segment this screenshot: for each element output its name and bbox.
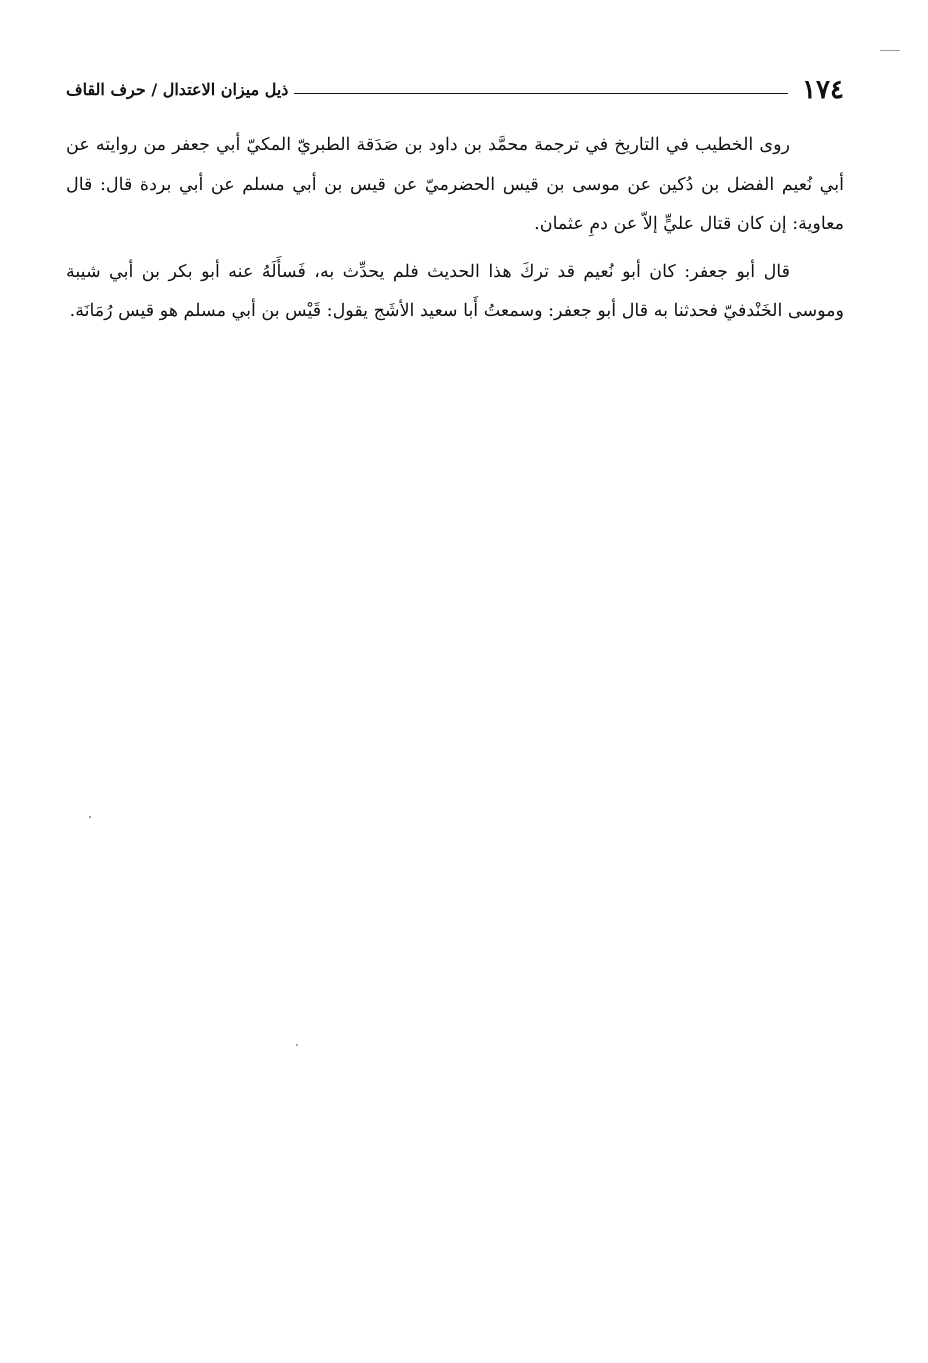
body-text	[66, 126, 844, 340]
paragraph-1: روى الخطيب في التاريخ في ترجمة محمَّد بن داود بن صَدَقة الطبريّ المكيّ أبي جعفر من روايته عن أبي نُعيم الفضل بن دُكين عن موسى بن قيس الحضرميّ عن قيس بن أبي مسلم عن أبي بردة قال: قال معاوية: إن كان قتال عليٍّ إلاّ عن دمِ عثمان.	[66, 135, 844, 234]
scan-speck	[89, 816, 91, 818]
running-head	[66, 72, 844, 108]
page-number: ١٧٤	[802, 75, 844, 105]
running-title: ذيل ميزان الاعتدال / حرف القاف	[66, 80, 289, 99]
header-rule	[294, 93, 788, 94]
scan-corner-mark	[880, 50, 900, 51]
scan-speck	[296, 1044, 298, 1046]
paragraph-2: قال أبو جعفر: كان أبو نُعيم قد تركَ هذا الحديث فلم يحدِّث به، فَسأَلَهُ عنه أبو بكر بن أبي شيبة وموسى الخَنْدفيّ فحدثنا به قال أبو جعفر: وسمعتُ أَبا سعيد الأشَج يقول: قَيْس بن أبي مسلم هو قيس رُمَانَة.	[66, 261, 844, 321]
